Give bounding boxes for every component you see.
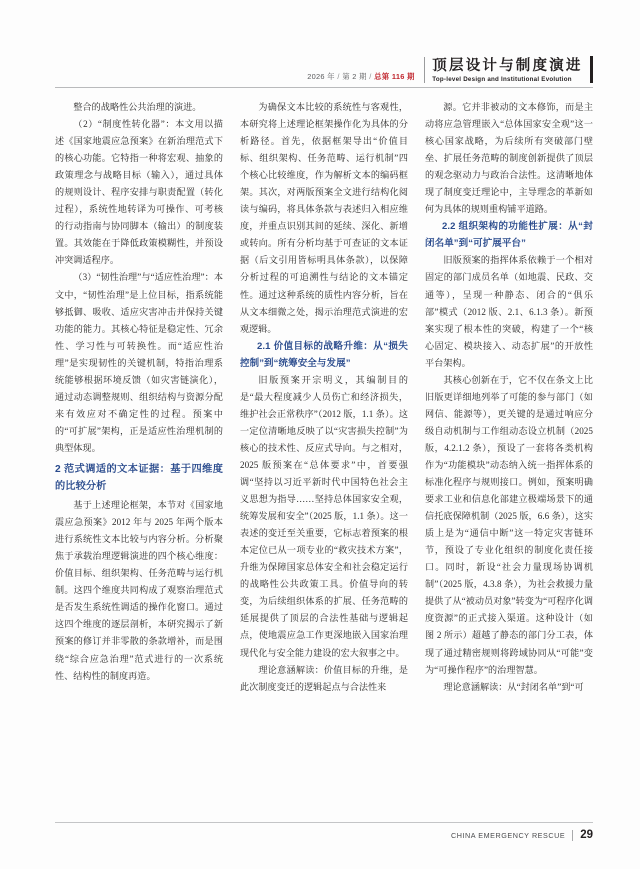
running-head bbox=[55, 46, 593, 84]
header-title-cn: 顶层设计与制度演进 bbox=[432, 58, 583, 75]
column-middle bbox=[240, 99, 408, 804]
paragraph: 为确保文本比较的系统性与客观性，本研究将上述理论框架操作化为具体的分析路径。首先，依据框架导出“价值目标、组织架构、任务范畴、运行机制”四个核心比较维度，作为解析文本的编码框架。其次，对两版预案全文进行结构化阅读与编码，将具体条款与表述归入相应维度，并重点识别其间的延续、深化、新增或转向。所有分析均基于可查证的文本证据（后文引用皆标明具体条款），以保障分析过程的可追溯性与结论的文本锚定性。通过这种系统的质性内容分析，旨在从文本细微之处，揭示治理范式演进的宏观逻辑。 bbox=[240, 102, 408, 334]
paragraph: 旧版预案的指挥体系依赖于一个相对固定的部门成员名单（如地震、民政、交通等），呈现一种静态、闭合的“俱乐部”模式（2012 版、2.1、6.1.3 条）。新预案实现了根本性的突破，构建了一个“核心固定、模块接入、动态扩展”的开放性平台架构。 bbox=[425, 255, 593, 368]
issue-separator-1: / bbox=[337, 71, 340, 81]
issue-total: 总第 116 期 bbox=[374, 71, 415, 81]
issue-info bbox=[307, 71, 415, 85]
header-divider bbox=[55, 87, 593, 88]
paragraph: 旧版预案开宗明义，其编制目的是“最大程度减少人员伤亡和经济损失，维护社会正常秩序”（2012 版，1.1 条）。这一定位清晰地反映了以“灾害损失控制”为核心的技术性、反应式导向。与之相对，2025 版预案在“总体要求”中，首要强调“坚持以习近平新时代中国特色社会主义思想为指导……坚持总体国家安全观，统筹发展和安全”（2025 版，1.1 条）。这一表述的变迁至关重要，它标志着预案的根本定位已从一项专业的“救灾技术方案”，升维为保障国家总体安全和社会稳定运行的战略性公共政策工具。价值导向的转变，为后续组织体系的扩展、任务范畴的延展提供了顶层的合法性基础与逻辑起点，使地震应急工作更深地嵌入国家治理现代化与安全能力建设的宏大叙事之中。 bbox=[240, 374, 408, 658]
header-title-en: Top-level Design and Institutional Evolution bbox=[432, 75, 572, 83]
issue-number: 第 2 期 bbox=[342, 71, 367, 81]
paragraph: 其核心创新在于，它不仅在条文上比旧版更详细地列举了可能的参与部门（如网信、能源等），更关键的是通过响应分级自动机制与工作组动态设立机制（2025 版，4.2.1.2 条），预设了一套将各类机构作为“功能模块”动态纳入统一指挥体系的标准化程序与规则接口。例如，预案明确要求工业和信息化部建立极端场景下的通信托底保障机制（2025 版，6.6 条），这实质上是为“通信中断”这一特定灾害链环节，预设了专业化组织的制度化责任接口。同时，新设“社会力量现场协调机制”（2025 版，4.3.8 条），为社会救援力量提供了从“被动员对象”转变为“可程序化调度资源”的正式接入渠道。这种设计（如图 2 所示）超越了静态的部门分工表，体现了通过精密规则将跨域协同从“可能”变为“可操作程序”的治理智慧。 bbox=[425, 374, 593, 675]
paragraph: （3）“韧性治理”与“适应性治理”：本文中，“韧性治理”是上位目标，指系统能够抵御、吸收、适应灾害冲击并保持关键功能的能力。其核心特征是稳定性、冗余性、学习性与可转换性。而“适应性治理”是实现韧性的关键机制，特指治理系统能够根据环境反馈（如灾害链演化），通过动态调整规则、组织结构与资源分配来有效应对不确定性的过程。预案中的“可扩展”架构，正是适应性治理机制的典型体现。 bbox=[55, 272, 223, 453]
issue-separator-2: / bbox=[369, 71, 372, 81]
footer-separator bbox=[572, 830, 573, 841]
paragraph: 理论意涵解读：从“封闭名单”到“可 bbox=[443, 681, 584, 692]
section-heading-2: 2 范式调适的文本证据：基于四维度的比较分析 bbox=[55, 463, 223, 493]
paragraph: 源。它并非被动的文本修饰，而是主动将应急管理嵌入“总体国家安全观”这一核心国家战略，为后续所有突破部门壁垒、扩展任务范畴的制度创新提供了顶层的观念驱动力与政治合法性。这清晰地体现了制度变迁理论中，主导理念的革新如何为具体的规则重构铺平道路。 bbox=[425, 102, 593, 215]
page-footer bbox=[451, 829, 593, 841]
subsection-heading-2-2: 2.2 组织架构的功能性扩展：从“封闭名单”到“可扩展平台” bbox=[425, 221, 593, 250]
paragraph: 整合的战略性公共治理的演进。 bbox=[73, 102, 202, 112]
journal-name: CHINA EMERGENCY RESCUE bbox=[450, 830, 566, 840]
footer-divider bbox=[55, 822, 593, 823]
header-vertical-rule bbox=[424, 57, 426, 83]
column-left bbox=[55, 99, 223, 804]
paragraph: （2）“制度性转化器”：本文用以描述《国家地震应急预案》在新治理范式下的核心功能。它特指一种将宏观、抽象的政策理念与战略目标（输入），通过具体的规则设计、程序安排与职责配置（转化过程），系统性地转译为可操作、可考核的行动指南与协同脚本（输出）的制度装置。其效能在于降低政策模糊性，并预设冲突调适程序。 bbox=[55, 119, 223, 266]
header-black-bar bbox=[590, 56, 593, 83]
column-right bbox=[425, 99, 593, 804]
header-title-group bbox=[432, 59, 582, 84]
article-columns bbox=[55, 99, 593, 804]
paragraph: 理论意涵解读：价值目标的升维，是此次制度变迁的逻辑起点与合法性来 bbox=[240, 664, 408, 692]
page-number: 29 bbox=[580, 829, 593, 841]
paragraph: 基于上述理论框架，本节对《国家地震应急预案》2012 年与 2025 年两个版本进行系统性文本比较与内容分析。分析聚焦于承载治理逻辑演进的四个核心维度：价值目标、组织架构、任务范畴与运行机制。这四个维度共同构成了观察治理范式是否发生系统性调适的操作化窗口。通过这四个维度的逐层剖析，本研究揭示了新预案的修订并非零散的条款增补，而是围绕“综合应急治理”范式进行的一次系统性、结构性的制度再造。 bbox=[55, 500, 223, 681]
issue-year: 2026 年 bbox=[307, 71, 335, 81]
subsection-heading-2-1: 2.1 价值目标的战略升维：从“损失控制”到“统筹安全与发展” bbox=[240, 340, 408, 369]
